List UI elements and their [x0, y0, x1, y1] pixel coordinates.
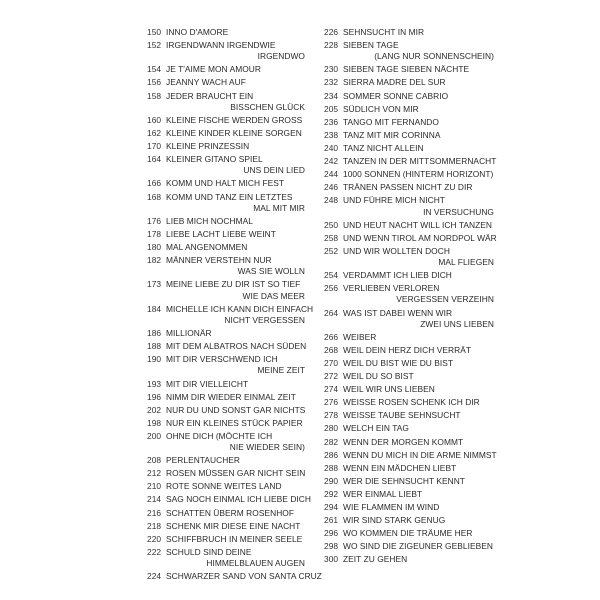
- song-title: MÄNNER VERSTEHN NUR: [166, 255, 272, 266]
- index-entry: [147, 481, 317, 492]
- index-entry: [147, 64, 317, 75]
- index-entry: [147, 508, 317, 519]
- song-title: SEHNSUCHT IN MIR: [343, 27, 425, 37]
- page-number: 182: [147, 255, 162, 266]
- page-number: 160: [147, 114, 162, 125]
- index-entry: [147, 571, 322, 582]
- song-title: SAG NOCH EINMAL ICH LIEBE DICH: [166, 494, 311, 505]
- song-title-continuation: HIMMELBLAUEN AUGEN: [206, 558, 305, 569]
- page-number: 198: [147, 417, 162, 428]
- song-title: WEISSE TAUBE SEHNSUCHT: [343, 410, 461, 421]
- index-entry: [324, 541, 504, 552]
- page-number: 205: [324, 103, 339, 114]
- song-title: ROTE SONNE WEITES LAND: [166, 481, 282, 492]
- song-title: WER EINMAL LIEBT: [343, 488, 423, 499]
- index-entry: [324, 195, 504, 217]
- song-title: UND HEUT NACHT WILL ICH TANZEN: [343, 219, 493, 230]
- index-entry: [324, 371, 504, 382]
- song-title: SIERRA MADRE DEL SUR: [343, 77, 446, 88]
- song-title: WEIL WIR UNS LIEBEN: [343, 384, 435, 395]
- index-entry: [147, 141, 317, 152]
- song-title: SCHULD SIND DEINE: [166, 546, 252, 557]
- page-number: 158: [147, 90, 162, 101]
- song-title-continuation: IRGENDWO: [257, 51, 305, 62]
- index-entry: [324, 143, 504, 154]
- song-title: LIEB MICH NOCHMAL: [166, 215, 253, 226]
- index-entry: [147, 192, 317, 214]
- song-title: SIEBEN TAGE SIEBEN NÄCHTE: [343, 64, 470, 75]
- index-entry: [147, 216, 317, 227]
- index-entry: [147, 304, 317, 326]
- page-number: 266: [324, 331, 339, 342]
- song-title: UND WENN TIROL AM NORDPOL WÄR: [343, 232, 497, 243]
- page-number: 296: [324, 528, 339, 539]
- song-title-continuation: MAL MIT MIR: [253, 202, 305, 213]
- page-number: 193: [147, 378, 162, 389]
- index-entry: [324, 104, 504, 115]
- page-number: 244: [324, 169, 339, 180]
- page-number: 170: [147, 141, 162, 152]
- page-number: 180: [147, 242, 162, 253]
- song-title: INNO D'AMORE: [166, 27, 229, 37]
- page-number: 252: [324, 245, 339, 256]
- index-entry: [324, 77, 504, 88]
- song-title: WENN DER MORGEN KOMMT: [343, 436, 464, 447]
- index-entry: [147, 534, 317, 545]
- song-title: WEIL DEIN HERZ DICH VERRÄT: [343, 344, 472, 355]
- song-title: WAS IST DABEI WENN WIR: [343, 307, 453, 318]
- index-entry: [324, 410, 504, 421]
- song-title: WER DIE SEHNSUCHT KENNT: [343, 475, 465, 486]
- song-title-continuation: NICHT VERGESSEN: [224, 314, 305, 325]
- index-entry: [147, 154, 317, 176]
- index-entry: [147, 468, 317, 479]
- index-entry: [324, 308, 504, 330]
- song-title: KLEINER GITANO SPIEL: [166, 154, 263, 165]
- index-entry: [324, 27, 504, 38]
- song-title: KLEINE KINDER KLEINE SORGEN: [166, 127, 302, 138]
- song-title: SIEBEN TAGE: [343, 40, 399, 51]
- index-entry: [147, 494, 317, 505]
- song-title: VERLIEBEN VERLOREN: [343, 283, 440, 294]
- song-title: TANZ NICHT ALLEIN: [343, 142, 424, 153]
- song-title: NUR DU UND SONST GAR NICHTS: [166, 404, 306, 415]
- index-entry: [324, 220, 504, 231]
- page-number: 270: [324, 357, 339, 368]
- song-title: JEDER BRAUCHT EIN: [166, 90, 254, 101]
- song-title: NUR EIN KLEINES STÜCK PAPIER: [166, 417, 303, 428]
- index-entry: [324, 437, 504, 448]
- song-title: UND FÜHRE MICH NICHT: [343, 195, 445, 206]
- song-title: SÜDLICH VON MIR: [343, 103, 419, 114]
- index-entry: [324, 233, 504, 244]
- index-entry: [324, 156, 504, 167]
- page-number: 258: [324, 232, 339, 243]
- index-entry: [147, 279, 317, 301]
- page-number: 268: [324, 344, 339, 355]
- song-title-continuation: MEINE ZEIT: [257, 365, 305, 376]
- song-title: TRÄNEN PASSEN NICHT ZU DIR: [343, 182, 473, 193]
- page-number: 254: [324, 270, 339, 281]
- index-entry: [147, 521, 317, 532]
- index-entry: [324, 182, 504, 193]
- index-entry: [324, 283, 504, 305]
- song-title-continuation: UNS DEIN LIED: [243, 165, 305, 176]
- page-number: 184: [147, 303, 162, 314]
- page-number: 220: [147, 533, 162, 544]
- index-entry: [324, 528, 504, 539]
- page-number: 230: [324, 64, 339, 75]
- index-entry: [324, 476, 504, 487]
- song-title: JE T'AIME MON AMOUR: [166, 64, 261, 75]
- page-number: 256: [324, 283, 339, 294]
- index-entry: [324, 502, 504, 513]
- song-title: PERLENTAUCHER: [166, 455, 241, 466]
- page-number: 176: [147, 215, 162, 226]
- song-title: KOMM UND HALT MICH FEST: [166, 178, 285, 189]
- page-number: 168: [147, 191, 162, 202]
- song-title: OHNE DICH (MÖCHTE ICH: [166, 430, 273, 441]
- song-title: KOMM UND TANZ EIN LETZTES: [166, 191, 293, 202]
- song-title: NIMM DIR WIEDER EINMAL ZEIT: [166, 391, 296, 402]
- song-title-continuation: WIE DAS MEER: [242, 290, 305, 301]
- song-title: WO KOMMEN DIE TRÄUME HER: [343, 528, 473, 539]
- index-entry: [147, 431, 317, 453]
- index-entry: [324, 169, 504, 180]
- song-title: MILLIONÄR: [166, 328, 212, 339]
- page-number: 294: [324, 502, 339, 513]
- song-title-continuation: (LANG NUR SONNENSCHEIN): [374, 51, 494, 62]
- index-entry: [147, 405, 317, 416]
- page-number: 238: [324, 129, 339, 140]
- index-entry: [147, 455, 317, 466]
- page-number: 246: [324, 182, 339, 193]
- index-entry: [147, 115, 317, 126]
- index-entry: [147, 229, 317, 240]
- song-title: MIT DIR VIELLEICHT: [166, 378, 249, 389]
- page-number: 234: [324, 90, 339, 101]
- page-number: 208: [147, 455, 162, 466]
- song-title-continuation: IN VERSUCHUNG: [423, 206, 494, 217]
- page-number: 282: [324, 436, 339, 447]
- song-title-continuation: MAL FLIEGEN: [438, 257, 494, 268]
- song-title: SCHIFFBRUCH IN MEINER SEELE: [166, 533, 303, 544]
- page-number: 150: [147, 27, 162, 37]
- page-number: 280: [324, 423, 339, 434]
- page-number: 264: [324, 307, 339, 318]
- song-title: ZEIT ZU GEHEN: [343, 554, 408, 565]
- song-title: WEIL DU BIST WIE DU BIST: [343, 357, 454, 368]
- index-entry: [324, 91, 504, 102]
- page-number: 186: [147, 328, 162, 339]
- song-title: MIT DIR VERSCHWEND ICH: [166, 354, 278, 365]
- index-entry: [147, 40, 317, 62]
- index-entry: [324, 384, 504, 395]
- song-title: WIE FLAMMEN IM WIND: [343, 502, 440, 513]
- page-number: 162: [147, 127, 162, 138]
- page-number: 152: [147, 40, 162, 51]
- page-number: 224: [147, 571, 162, 582]
- page-number: 226: [324, 27, 339, 37]
- song-title: TANZ MIT MIR CORINNA: [343, 129, 441, 140]
- index-entry: [324, 117, 504, 128]
- index-entry: [324, 130, 504, 141]
- page-number: 190: [147, 354, 162, 365]
- index-entry: [324, 332, 504, 343]
- song-title: WELCH EIN TAG: [343, 423, 409, 434]
- index-entry: [147, 178, 317, 189]
- index-entry: [147, 392, 317, 403]
- index-entry: [324, 515, 504, 526]
- page-number: 214: [147, 494, 162, 505]
- page-number: 196: [147, 391, 162, 402]
- page-number: 210: [147, 481, 162, 492]
- index-entry: [324, 345, 504, 356]
- page-number: 250: [324, 219, 339, 230]
- song-title: TANGO MIT FERNANDO: [343, 116, 439, 127]
- song-title: WEIL DU SO BIST: [343, 371, 414, 382]
- page-number: 248: [324, 195, 339, 206]
- page-number: 292: [324, 488, 339, 499]
- page-number: 276: [324, 397, 339, 408]
- song-title: VERDAMMT ICH LIEB DICH: [343, 270, 452, 281]
- index-column-right: [324, 27, 504, 567]
- page-number: 236: [324, 116, 339, 127]
- song-title: WIR SIND STARK GENUG: [343, 515, 446, 526]
- page-number: 288: [324, 462, 339, 473]
- song-title: WENN DU MICH IN DIE ARME NIMMST: [343, 449, 497, 460]
- page-number: 300: [324, 554, 339, 565]
- song-title-continuation: BISSCHEN GLÜCK: [230, 101, 305, 112]
- page-number: 202: [147, 404, 162, 415]
- index-entry: [147, 328, 317, 339]
- index-entry: [147, 547, 317, 569]
- index-entry: [324, 489, 504, 500]
- song-title: ROSEN MÜSSEN GAR NICHT SEIN: [166, 468, 306, 479]
- page-number: 216: [147, 507, 162, 518]
- song-title: SOMMER SONNE CABRIO: [343, 90, 449, 101]
- page-number: 298: [324, 541, 339, 552]
- song-title: KLEINE FISCHE WERDEN GROSS: [166, 114, 303, 125]
- song-title: WO SIND DIE ZIGEUNER GEBLIEBEN: [343, 541, 493, 552]
- song-title: KLEINE PRINZESSIN: [166, 141, 250, 152]
- song-title-continuation: VERGESSEN VERZEIHN: [396, 294, 494, 305]
- page-number: 200: [147, 430, 162, 441]
- song-title: UND WIR WOLLTEN DOCH: [343, 245, 450, 256]
- page-number: 232: [324, 77, 339, 88]
- page-number: 178: [147, 228, 162, 239]
- page-number: 218: [147, 520, 162, 531]
- page-number: 164: [147, 154, 162, 165]
- index-entry: [324, 423, 504, 434]
- index-column-left: [147, 27, 322, 584]
- song-title: WEIBER: [343, 331, 377, 342]
- page-number: 166: [147, 178, 162, 189]
- song-title: MIT DEM ALBATROS NACH SÜDEN: [166, 341, 307, 352]
- song-title: MICHELLE ICH KANN DICH EINFACH: [166, 303, 314, 314]
- index-entry: [147, 255, 317, 277]
- index-entry: [324, 246, 504, 268]
- index-entry: [324, 463, 504, 474]
- page-number: 242: [324, 156, 339, 167]
- song-title-continuation: WAS SIE WOLLN: [237, 266, 305, 277]
- page-number: 240: [324, 142, 339, 153]
- page-number: 278: [324, 410, 339, 421]
- index-entry: [324, 64, 504, 75]
- page-number: 154: [147, 64, 162, 75]
- song-title: SCHWARZER SAND VON SANTA CRUZ: [166, 571, 322, 582]
- song-title-continuation: NIE WIEDER SEIN): [229, 442, 305, 453]
- page-number: 173: [147, 279, 162, 290]
- index-entry: [147, 379, 317, 390]
- song-title: WENN EIN MÄDCHEN LIEBT: [343, 462, 457, 473]
- song-title: WEISSE ROSEN SCHENK ICH DIR: [343, 397, 480, 408]
- index-entry: [147, 77, 317, 88]
- song-title: 1000 SONNEN (HINTERM HORIZONT): [343, 169, 494, 180]
- index-entry: [324, 40, 504, 62]
- index-entry: [324, 358, 504, 369]
- song-title: MEINE LIEBE ZU DIR IST SO TIEF: [166, 279, 301, 290]
- index-entry: [324, 554, 504, 565]
- index-entry: [324, 270, 504, 281]
- index-entry: [324, 397, 504, 408]
- page-number: 222: [147, 546, 162, 557]
- index-entry: [147, 354, 317, 376]
- page-number: 212: [147, 468, 162, 479]
- song-title-continuation: ZWEI UNS LIEBEN: [420, 318, 494, 329]
- index-entry: [324, 450, 504, 461]
- page-number: 188: [147, 341, 162, 352]
- page-number: 261: [324, 515, 339, 526]
- song-title: SCHENK MIR DIESE EINE NACHT: [166, 520, 301, 531]
- index-entry: [147, 341, 317, 352]
- song-title: IRGENDWANN IRGENDWIE: [166, 40, 276, 51]
- page-number: 228: [324, 40, 339, 51]
- index-entry: [147, 128, 317, 139]
- song-title: TANZEN IN DER MITTSOMMERNACHT: [343, 156, 497, 167]
- index-entry: [147, 91, 317, 113]
- page-number: 156: [147, 77, 162, 88]
- song-title: SCHATTEN ÜBERM ROSENHOF: [166, 507, 295, 518]
- index-entry: [147, 242, 317, 253]
- page-number: 286: [324, 449, 339, 460]
- song-title: MAL ANGENOMMEN: [166, 242, 248, 253]
- song-title: LIEBE LACHT LIEBE WEINT: [166, 228, 276, 239]
- page-number: 290: [324, 475, 339, 486]
- song-title: JEANNY WACH AUF: [166, 77, 246, 88]
- index-entry: [147, 418, 317, 429]
- page-number: 274: [324, 384, 339, 395]
- page-number: 272: [324, 371, 339, 382]
- index-entry: [147, 27, 317, 38]
